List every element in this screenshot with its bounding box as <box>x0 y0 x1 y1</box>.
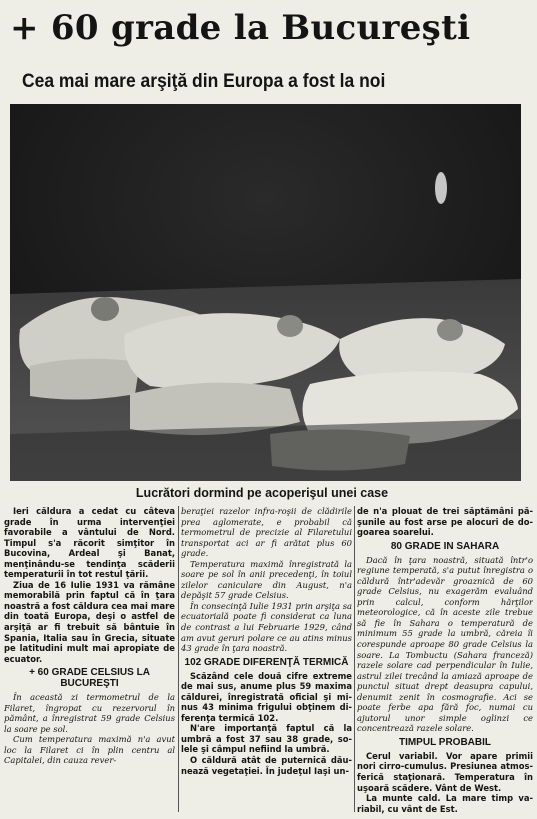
column-divider <box>354 506 355 812</box>
section-heading: + 60 GRADE CELSIUS LA BUCUREŞTI <box>29 667 150 690</box>
article-column-2 <box>181 506 352 816</box>
paragraph: Cerul variabil. Vor apare primii nori cirro-cumulus. Presiunea atmosferică staţionară. Temperatura în uşoară scădere. Vânt de West. <box>357 750 533 793</box>
subheadline: Cea mai mare arşiţă din Europa a fost la noi <box>22 71 386 92</box>
paragraph: Ieri căldura a cedat cu câteva grade în urma intervenţiei favorabile a vântului de Nord. Timpul s'a răcorit simţitor în Bucovina, Ardeal şi Banat, menţinându-se tendinţa scăderii temperaturii în tot restul ţării. <box>4 506 175 580</box>
paragraph: Cum temperatura maximă n'a avut loc la Filaret ci în plin centru al Capitalei, din cauza rever- <box>4 734 175 766</box>
paragraph: La munte cald. La mare timp variabil, cu vânt de Est. <box>357 793 533 814</box>
section-heading: 80 GRADE IN SAHARA <box>390 540 500 552</box>
paragraph: În consecinţă Iulie 1931 prin arşiţa sa ecuatorială poate fi considerat ca luna de contrast a lui Februarie 1929, când am avut geruri polare ce au atins minus 43 grade în ţara noastră. <box>181 600 352 654</box>
headline: + 60 grade la Bucureşti <box>10 8 471 48</box>
paragraph: Dacă în ţara noastră, situată într'o regiune temperată, s'a putut înregistra o căldură într'adevăr groaznică de 60 grade Celsius, nu exagerăm evaluând prin calcul, conform hărţilor meteorologice, că în aceste zile trebue să fie în Sahara o temperatură de minimum 55 grade la umbră, căreia îi corespunde aproape 80 grade Celsius la soare. La Tombuctu (Sahara franceză) razele solare cad perpendicular în Iulie, astrul zilei trecând la amiază aproape de punctul situat drept deasupra capului, denumit zenit în cosmografie. Aci se poate ferbe apa fără foc, numai cu ajutorul unor simple oglinzi ce concentrează razele solare. <box>357 554 533 734</box>
photo-caption: Lucrători dormind pe acoperişul unei case <box>135 486 389 500</box>
paragraph: beraţiei razelor infra-roşii de clădirile prea aglomerate, e probabil că termometrul de precizie al Filaretului transportat aci ar fi arătat plus 60 grade. <box>181 506 352 559</box>
paragraph: N'are importanţă faptul că la umbră a fost 37 sau 38 grade, solele şi câmpul nefiind la umbră. <box>181 723 352 755</box>
article-column-1 <box>4 506 175 816</box>
paragraph: Temperatura maximă înregistrată la soare pe sol în anii precedenţi, în toiul zilelor caniculare din August, n'a depăşit 57 grade Celsius. <box>181 558 352 601</box>
section-heading: TIMPUL PROBABIL <box>398 736 492 748</box>
section-heading: 102 GRADE DIFERENŢĂ TERMICĂ <box>184 656 349 668</box>
rooftop-photo <box>10 104 521 481</box>
column-divider <box>178 506 179 812</box>
article-column-3 <box>357 506 533 816</box>
paragraph: În această zi termometrul de la Filaret, îngropat cu rezervorul în pământ, a înregistrat 59 grade Celsius la soare pe sol. <box>4 692 175 734</box>
paragraph: O căldură atât de puternică dăunează vegetaţiei. În judeţul Iaşi un- <box>181 755 352 776</box>
paragraph: de n'a plouat de trei săptămâni păşunile au fost arse pe alocuri de dogoarea soarelui. <box>357 506 533 538</box>
paragraph: Scăzând cele două cifre extreme de mai sus, anume plus 59 maxima căldurei, înregistrată oficial şi minus 43 minima frigului obţinem diferenţa termică 102. <box>181 670 352 723</box>
paragraph: Ziua de 16 Iulie 1931 va rămâne memorabilă prin faptul că în ţara noastră a fost căldura cea mai mare din toată Europa, deşi o astfel de arşiţă ar fi trebuit să bântuie în Spania, Italia sau în Grecia, situate pe latitudini mult mai apropiate de ecuator. <box>4 579 175 664</box>
